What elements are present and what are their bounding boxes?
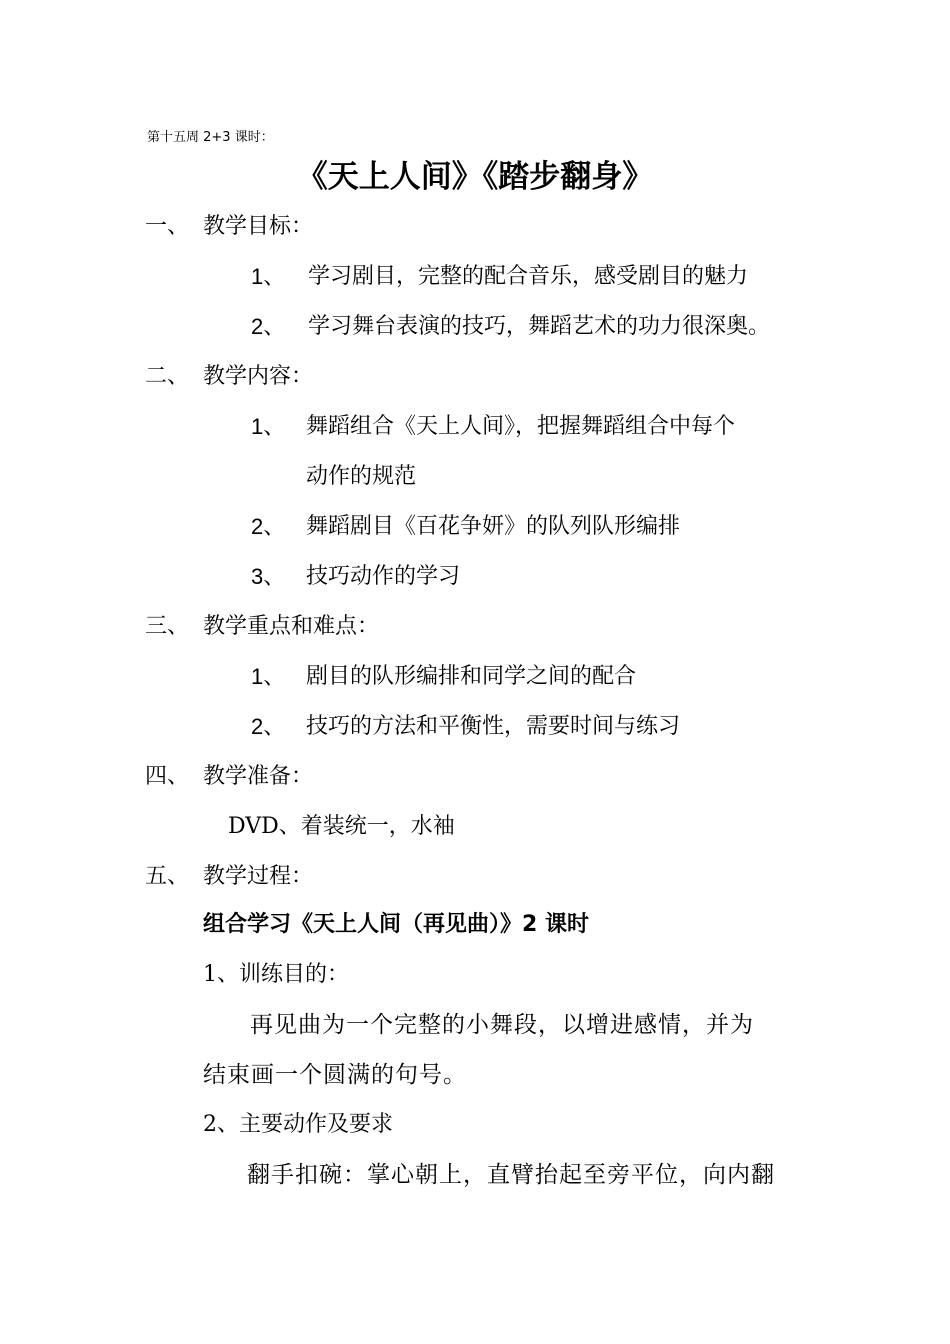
s2-item-2-number: 2、 bbox=[251, 514, 286, 539]
s3-item-1-number: 1、 bbox=[251, 664, 286, 689]
s5-paragraph-line-2: 结束画一个圆满的句号。 bbox=[203, 1062, 467, 1088]
section-4-number: 四、 bbox=[145, 764, 190, 789]
s2-item-3-text: 技巧动作的学习 bbox=[306, 564, 461, 589]
section-2-heading: 教学内容： bbox=[203, 364, 314, 389]
section-5-number: 五、 bbox=[145, 864, 190, 889]
s3-item-2-text: 技巧的方法和平衡性，需要时间与练习 bbox=[306, 714, 681, 739]
s2-item-1-text: 舞蹈组合《天上人间》，把握舞蹈组合中每个 bbox=[306, 414, 736, 439]
section-1-heading: 教学目标： bbox=[203, 214, 314, 239]
section-5-heading: 教学过程： bbox=[203, 864, 314, 889]
s2-item-1-continuation: 动作的规范 bbox=[306, 464, 417, 489]
s5-training-purpose: 1、训练目的： bbox=[203, 962, 349, 987]
section-3-number: 三、 bbox=[145, 614, 190, 639]
section-3-heading: 教学重点和难点： bbox=[203, 614, 380, 639]
section-1-number: 一、 bbox=[145, 214, 190, 239]
s1-item-1-number: 1、 bbox=[251, 264, 286, 289]
s1-item-2-text: 学习舞台表演的技巧，舞蹈艺术的功力很深奥。 bbox=[308, 314, 771, 339]
s5-subtitle: 组合学习《天上人间（再见曲）》2 课时 bbox=[203, 912, 589, 937]
section-4-heading: 教学准备： bbox=[203, 764, 314, 789]
s5-paragraph-line-3: 翻手扣碗：掌心朝上，直臂抬起至旁平位，向内翻 bbox=[247, 1162, 775, 1188]
s3-item-1-text: 剧目的队形编排和同学之间的配合 bbox=[306, 664, 637, 689]
s5-paragraph-line-1: 再见曲为一个完整的小舞段，以增进感情，并为 bbox=[250, 1012, 754, 1038]
s2-item-3-number: 3、 bbox=[251, 564, 286, 589]
s2-item-2-text: 舞蹈剧目《百花争妍》的队列队形编排 bbox=[306, 514, 681, 539]
week-header: 第十五周 2+3 课时： bbox=[147, 130, 274, 145]
s5-main-moves: 2、主要动作及要求 bbox=[203, 1112, 393, 1137]
s3-item-2-number: 2、 bbox=[251, 714, 286, 739]
s4-preparation-text: DVD、着装统一，水袖 bbox=[228, 814, 455, 839]
page-title: 《天上人间》《踏步翻身》 bbox=[296, 159, 654, 195]
s1-item-2-number: 2、 bbox=[251, 314, 286, 339]
s2-item-1-number: 1、 bbox=[251, 414, 286, 439]
section-2-number: 二、 bbox=[145, 364, 190, 389]
s1-item-1-text: 学习剧目，完整的配合音乐，感受剧目的魅力 bbox=[308, 264, 749, 289]
